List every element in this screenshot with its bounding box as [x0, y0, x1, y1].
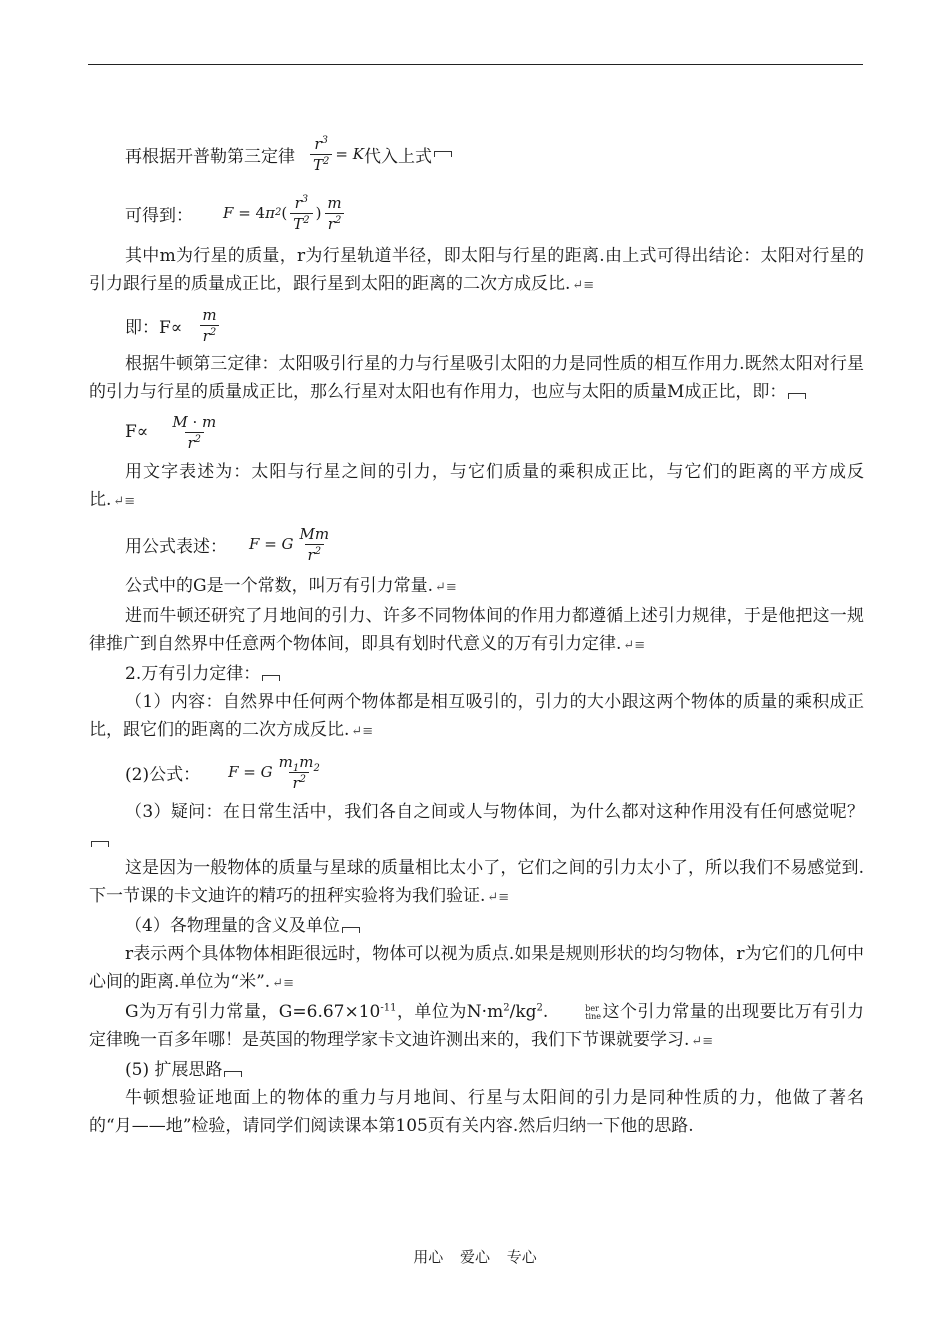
artifact-text: ber tine: [585, 1003, 601, 1021]
para-mark: [788, 393, 806, 399]
kepler-after: 代入上式: [363, 146, 432, 167]
generalization-paragraph: 进而牛顿还研究了月地间的引力、许多不同物体间的作用力都遵循上述引力规律，于是他把这一规律推广到自然界中任意两个物体间，即具有划时代意义的万有引力定律. ↵≡: [89, 606, 864, 654]
gravitation-formula-2: F = G $\frac{m_1m_2}{r^2}$: [228, 752, 320, 792]
prop-formula-2: $\frac{M \cdot m}{r^2}$: [172, 412, 217, 452]
law-formula-line: [89, 746, 864, 798]
para-mark: [91, 841, 109, 847]
moon-earth-paragraph: 牛顿想验证地面上的物体的重力与月地间、行星与太阳间的引力是同种性质的力，他做了著名的“月——地”检验，请同学们阅读课本第105页有关内容.然后归纳一下他的思路.: [89, 1088, 864, 1136]
newton-third-paragraph: 根据牛顿第三定律：太阳吸引行星的力与行星吸引太阳的力是同性质的相互作用力.既然太阳对行星的引力与行星的质量成正比，那么行星对太阳也有作用力，也应与太阳的质量M成正比，即：: [89, 354, 864, 402]
proportional-line-2: [89, 406, 864, 458]
kepler-line: [89, 124, 864, 184]
document-body: [89, 124, 864, 1140]
result-text: 可得到：: [125, 205, 193, 226]
para-mark: [434, 151, 452, 157]
section-heading-law: 2.万有引力定律：: [89, 660, 864, 688]
constant-paragraph: 公式中的G是一个常数，叫万有引力常量. ↵≡: [125, 576, 457, 596]
para-mark: [262, 675, 280, 681]
proportional-line-1: [89, 300, 864, 350]
law-content-paragraph: （1）内容：自然界中任何两个物体都是相互吸引的，引力的大小跟这两个物体的质量的乘积成正比，跟它们的距离的二次方成反比. ↵≡: [89, 692, 864, 740]
formula-statement-text: 用公式表述：: [125, 536, 227, 557]
gravitation-formula-1: F = G $\frac{Mm}{r^2}$: [249, 524, 330, 564]
question-paragraph: （3）疑问：在日常生活中，我们各自之间或人与物体间，为什么都对这种作用没有任何感觉呢？: [89, 798, 864, 854]
verbal-statement-paragraph: 用文字表述为：太阳与行星之间的引力，与它们质量的乘积成正比，与它们的距离的平方成反比. ↵≡: [89, 462, 864, 510]
header-rule: [88, 64, 863, 65]
para-mark: [224, 1071, 242, 1077]
g-constant-paragraph: G为万有引力常量，$G=6.67\times 10^{-11}$，单位为$N\cdot m^2/kg^2$. ber tine 这个引力常量的出现要比万有引力定律晚一百多年哪！是英国的物理学家卡文迪许测出来的，我们下节课就要学习. ↵≡: [89, 1002, 864, 1050]
prop-formula-1: $\frac{m}{r^2}$: [196, 306, 222, 345]
r-meaning-paragraph: r表示两个具体物体相距很远时，物体可以视为质点.如果是规则形状的均匀物体，r为它们的几何中心间的距离.单位为“米”. ↵≡: [89, 944, 864, 992]
para-mark: [342, 927, 360, 933]
law-formula-text: (2)公式：: [125, 764, 201, 785]
prop-text-1: 即：F∝: [125, 317, 183, 338]
conclusion-paragraph: 其中m为行星的质量，r为行星轨道半径，即太阳与行星的距离.由上式可得出结论：太阳对行星的引力跟行星的质量成正比，跟行星到太阳的距离的二次方成反比. ↵≡: [89, 246, 864, 294]
page-footer: 用心 爱心 专心: [413, 1248, 537, 1266]
expand-heading: (5) 扩展思路: [89, 1056, 864, 1084]
kepler-text: 再根据开普勒第三定律: [125, 146, 295, 167]
formula-statement-line: [89, 516, 864, 572]
kepler-formula: $\frac{r^3}{T^2}$ = K: [307, 135, 364, 174]
force-formula-1: F = 4 π 2 ( $\frac{r^3}{T^2}$ ) $\frac{m}{r^2}$: [223, 194, 348, 233]
explanation-paragraph: 这是因为一般物体的质量与星球的质量相比太小了，它们之间的引力太小了，所以我们不易感觉到.下一节课的卡文迪许的精巧的扭秤实验将为我们验证. ↵≡: [89, 858, 864, 906]
prop-text-2: F∝: [125, 422, 149, 442]
result-line: [89, 184, 864, 242]
units-heading: （4）各物理量的含义及单位: [89, 912, 864, 940]
